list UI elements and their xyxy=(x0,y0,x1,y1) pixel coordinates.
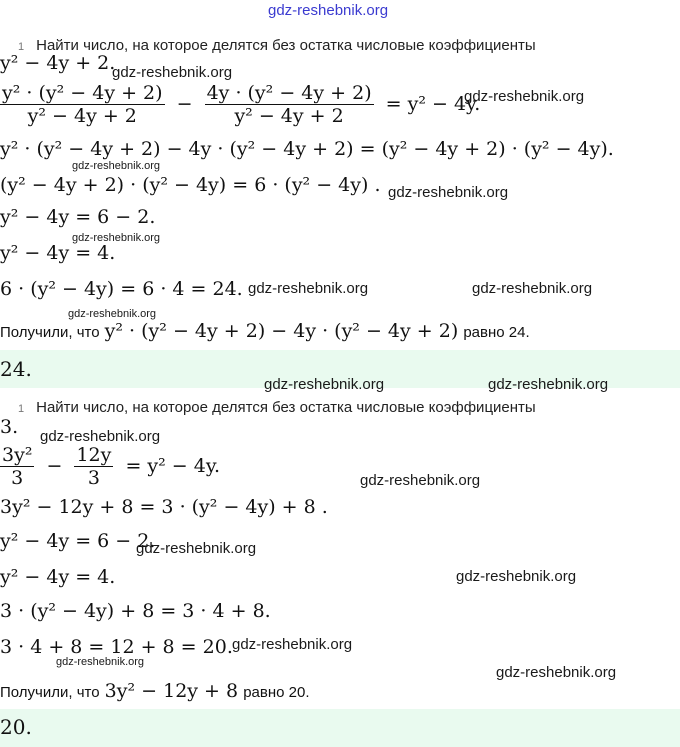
p2-conclusion xyxy=(0,680,310,702)
watermark-17: gdz-reshebnik.org xyxy=(496,664,617,681)
p2-fraction-equation xyxy=(0,444,220,489)
p2-fraction-2 xyxy=(74,444,113,489)
p1-fraction-equation xyxy=(0,82,480,127)
watermark-1: gdz-reshebnik.org xyxy=(112,64,233,81)
p1-line-7: 6 · (y² − 4y) = 6 · 4 = 24. xyxy=(0,278,243,300)
p1-minus-sign: − xyxy=(176,92,193,115)
p2-fraction-2-numerator: 12y xyxy=(76,444,112,466)
p2-conclusion-suffix: равно 20. xyxy=(243,684,310,701)
p2-line-6: 3 · (y² − 4y) + 8 = 3 · 4 + 8. xyxy=(0,600,271,622)
task-header-text-2: Найти число, на которое делятся без остатка числовые коэффициенты xyxy=(36,399,536,416)
task-number: 1 xyxy=(18,41,25,53)
watermark-16: gdz-reshebnik.org xyxy=(56,656,145,668)
watermark-7: gdz-reshebnik.org xyxy=(472,280,593,297)
p2-given: 3. xyxy=(0,416,19,438)
p1-conclusion xyxy=(0,320,530,342)
p1-fraction-2-numerator: 4y · (y² − 4y + 2) xyxy=(206,82,372,104)
p2-line-5: y² − 4y = 4. xyxy=(0,566,116,588)
p1-fraction-1-numerator: y² · (y² − 4y + 2) xyxy=(2,82,163,104)
p2-fraction-1 xyxy=(0,444,34,489)
p1-line-5: y² − 4y = 6 − 2. xyxy=(0,206,156,228)
p1-line-3: y² · (y² − 4y + 2) − 4y · (y² − 4y + 2) = (y² − 4y + 2) · (y² − 4y). xyxy=(0,138,614,160)
p2-fraction-result: = y² − 4y. xyxy=(125,454,221,477)
watermark-3: gdz-reshebnik.org xyxy=(72,160,161,172)
p1-line-6: y² − 4y = 4. xyxy=(0,242,116,264)
watermark-11: gdz-reshebnik.org xyxy=(40,428,161,445)
p1-fraction-1 xyxy=(0,82,165,127)
p2-answer: 20. xyxy=(0,715,32,739)
p1-answer: 24. xyxy=(0,357,32,381)
p2-conclusion-prefix: Получили, что xyxy=(0,684,100,701)
p2-line-7: 3 · 4 + 8 = 12 + 8 = 20. xyxy=(0,636,233,658)
p1-fraction-1-denominator: y² − 4y + 2 xyxy=(27,105,137,127)
p2-line-3: 3y² − 12y + 8 = 3 · (y² − 4y) + 8 . xyxy=(0,496,328,518)
p2-answer-band xyxy=(0,709,680,747)
p2-fraction-1-numerator: 3y² xyxy=(2,444,33,466)
task-number-2: 1 xyxy=(18,403,25,415)
watermark-14: gdz-reshebnik.org xyxy=(456,568,577,585)
p1-fraction-2 xyxy=(205,82,374,127)
watermark-2: gdz-reshebnik.org xyxy=(464,88,585,105)
watermark-13: gdz-reshebnik.org xyxy=(136,540,257,557)
watermark-12: gdz-reshebnik.org xyxy=(360,472,481,489)
watermark-6: gdz-reshebnik.org xyxy=(248,280,369,297)
p2-conclusion-expression: 3y² − 12y + 8 xyxy=(104,680,239,702)
p1-fraction-result: = y² − 4y. xyxy=(385,92,481,115)
watermark-8: gdz-reshebnik.org xyxy=(68,308,157,320)
watermark-4: gdz-reshebnik.org xyxy=(388,184,509,201)
site-watermark-top: gdz-reshebnik.org xyxy=(268,2,389,19)
p1-conclusion-expression: y² · (y² − 4y + 2) − 4y · (y² − 4y + 2) xyxy=(104,320,459,342)
p1-fraction-2-denominator: y² − 4y + 2 xyxy=(234,105,344,127)
watermark-5: gdz-reshebnik.org xyxy=(72,232,161,244)
task-header-cut xyxy=(18,36,648,54)
task-header-text: Найти число, на которое делятся без остатка числовые коэффициенты xyxy=(36,37,536,54)
p1-line-4: (y² − 4y + 2) · (y² − 4y) = 6 · (y² − 4y) . xyxy=(0,174,381,196)
task-header-cut-2 xyxy=(18,398,648,416)
p2-line-4: y² − 4y = 6 − 2. xyxy=(0,530,156,552)
p1-conclusion-suffix: равно 24. xyxy=(463,324,530,341)
p2-fraction-1-denominator: 3 xyxy=(11,467,24,489)
watermark-10: gdz-reshebnik.org xyxy=(488,376,609,393)
p2-minus-sign: − xyxy=(46,454,63,477)
p1-conclusion-prefix: Получили, что xyxy=(0,324,100,341)
p1-given: y² − 4y + 2. xyxy=(0,52,116,74)
watermark-15: gdz-reshebnik.org xyxy=(232,636,353,653)
watermark-9: gdz-reshebnik.org xyxy=(264,376,385,393)
p2-fraction-2-denominator: 3 xyxy=(87,467,100,489)
